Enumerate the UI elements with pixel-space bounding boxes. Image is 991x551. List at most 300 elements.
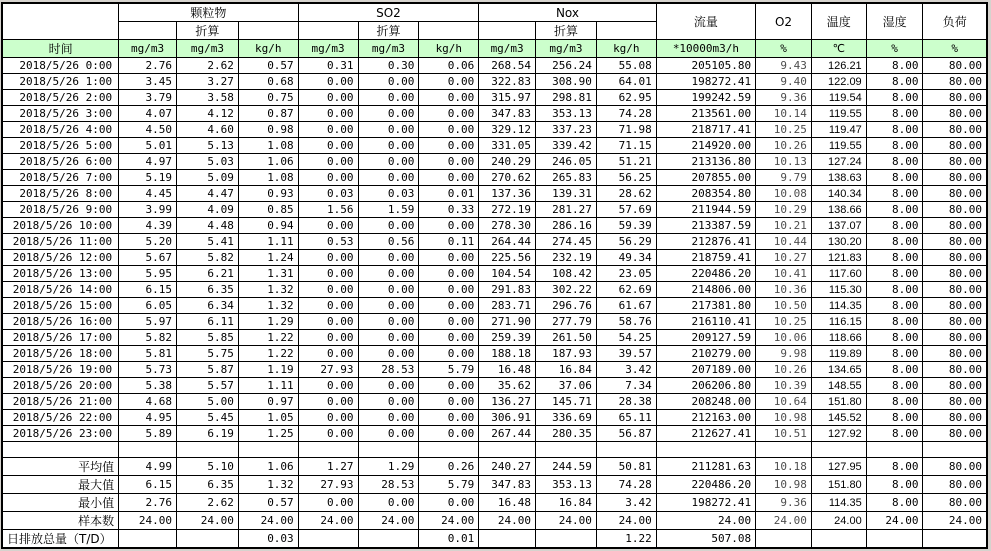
nox-mgm3-cell: 272.19 [479,202,536,218]
nox-rate-unit: kg/h [596,40,656,58]
pm-mgm3-cell: 5.95 [119,266,177,282]
pm-converted-cell: 6.34 [176,298,238,314]
so2-kgh-summary-cell: 24.00 [419,512,479,530]
pm-kgh-cell: 1.32 [238,282,298,298]
humidity-unit: % [866,40,923,58]
o2-cell: 10.13 [756,154,812,170]
so2-kgh-summary-cell: 0.01 [419,530,479,549]
nox-mgm3-cell: 240.29 [479,154,536,170]
load-summary-cell: 24.00 [923,512,987,530]
temperature-cell: 134.65 [811,362,866,378]
o2-cell: 10.25 [756,122,812,138]
so2-kgh-cell: 0.00 [419,314,479,330]
pm-mgm3-summary-cell: 4.99 [119,458,177,476]
nox-mgm3-cell: 225.56 [479,250,536,266]
so2-mgm3-cell: 0.00 [298,330,358,346]
flow-cell: 212627.41 [656,426,755,442]
pm-mgm3-cell: 5.89 [119,426,177,442]
time-cell: 2018/5/26 16:00 [2,314,119,330]
load-cell: 80.00 [923,202,987,218]
time-cell: 2018/5/26 8:00 [2,186,119,202]
time-cell: 2018/5/26 14:00 [2,282,119,298]
flow-cell: 208354.80 [656,186,755,202]
pm-kgh-cell: 1.25 [238,426,298,442]
load-cell: 80.00 [923,266,987,282]
spacer-cell [298,442,358,458]
pm-mgm3-cell: 3.45 [119,74,177,90]
o2-summary-cell: 10.18 [756,458,812,476]
nox-converted-cell: 336.69 [536,410,597,426]
time-cell: 2018/5/26 7:00 [2,170,119,186]
spacer-row [2,442,987,458]
so2-converted-cell: 0.00 [358,266,419,282]
flow-summary-cell: 220486.20 [656,476,755,494]
load-cell: 80.00 [923,186,987,202]
so2-converted-cell: 0.00 [358,330,419,346]
so2-mgm3-cell: 0.00 [298,170,358,186]
nox-mgm3-cell: 188.18 [479,346,536,362]
o2-cell: 10.26 [756,362,812,378]
nox-kgh-cell: 57.69 [596,202,656,218]
so2-kgh-cell: 0.00 [419,282,479,298]
load-summary-cell: 80.00 [923,494,987,512]
flow-cell: 213136.80 [656,154,755,170]
so2-kgh-cell: 0.00 [419,170,479,186]
pm-mgm3-cell: 4.39 [119,218,177,234]
nox-mgm3-cell: 331.05 [479,138,536,154]
humidity-summary-cell: 24.00 [866,512,923,530]
nox-kgh-cell: 3.42 [596,362,656,378]
time-cell: 2018/5/26 10:00 [2,218,119,234]
time-cell: 2018/5/26 13:00 [2,266,119,282]
nox-kgh-cell: 56.29 [596,234,656,250]
pm-mgm3-cell: 5.67 [119,250,177,266]
load-cell: 80.00 [923,90,987,106]
so2-mgm3-cell: 0.00 [298,378,358,394]
so2-converted-summary-cell: 1.29 [358,458,419,476]
time-cell: 2018/5/26 11:00 [2,234,119,250]
flow-header: 流量 [656,3,755,40]
summary-row [2,458,987,476]
table-row [2,314,987,330]
pm-mgm3-cell: 5.97 [119,314,177,330]
nox-kgh-cell: 74.28 [596,106,656,122]
humidity-cell: 8.00 [866,314,923,330]
temperature-cell: 114.35 [811,298,866,314]
so2-converted-cell: 0.00 [358,138,419,154]
nox-converted-summary-cell: 24.00 [536,512,597,530]
load-summary-cell: 80.00 [923,458,987,476]
so2-kgh-cell: 0.33 [419,202,479,218]
so2-kgh-cell: 0.00 [419,330,479,346]
pm-converted-cell: 2.62 [176,58,238,74]
pm-kgh-cell: 0.93 [238,186,298,202]
so2-mgm3-cell: 0.00 [298,314,358,330]
so2-mgm3-cell: 0.00 [298,122,358,138]
humidity-cell: 8.00 [866,58,923,74]
so2-mgm3-summary-cell: 1.27 [298,458,358,476]
o2-cell: 9.43 [756,58,812,74]
load-cell: 80.00 [923,362,987,378]
humidity-header: 湿度 [866,3,923,40]
humidity-cell: 8.00 [866,122,923,138]
so2-mgm3-cell: 0.00 [298,266,358,282]
so2-mgm3-cell: 27.93 [298,362,358,378]
load-cell: 80.00 [923,154,987,170]
pm-converted-cell: 5.75 [176,346,238,362]
so2-converted-header: 折算 [358,22,419,40]
table-row [2,234,987,250]
pm-kgh-summary-cell: 0.03 [238,530,298,549]
pm-sub-spacer-right [238,22,298,40]
nox-converted-summary-cell: 16.84 [536,494,597,512]
table-row [2,362,987,378]
pm-mgm3-cell: 5.73 [119,362,177,378]
pm-mgm3-cell: 4.07 [119,106,177,122]
so2-sub-spacer-right [419,22,479,40]
nox-converted-cell: 187.93 [536,346,597,362]
temperature-cell: 148.55 [811,378,866,394]
load-cell: 80.00 [923,74,987,90]
flow-cell: 198272.41 [656,74,755,90]
nox-converted-summary-cell: 244.59 [536,458,597,476]
nox-kgh-summary-cell: 3.42 [596,494,656,512]
time-cell: 2018/5/26 4:00 [2,122,119,138]
humidity-cell: 8.00 [866,266,923,282]
nox-mgm3-summary-cell [479,530,536,549]
nox-unit: mg/m3 [479,40,536,58]
pm-mgm3-cell: 4.97 [119,154,177,170]
so2-kgh-cell: 0.00 [419,346,479,362]
so2-kgh-summary-cell: 0.26 [419,458,479,476]
nox-mgm3-cell: 322.83 [479,74,536,90]
o2-cell: 10.25 [756,314,812,330]
time-cell: 2018/5/26 21:00 [2,394,119,410]
so2-kgh-cell: 0.00 [419,90,479,106]
nox-kgh-summary-cell: 50.81 [596,458,656,476]
humidity-cell: 8.00 [866,298,923,314]
spacer-cell [2,442,119,458]
temperature-summary-cell: 151.80 [811,476,866,494]
temperature-cell: 138.66 [811,202,866,218]
nox-converted-cell: 281.27 [536,202,597,218]
pm-converted-cell: 4.47 [176,186,238,202]
pm-converted-cell: 6.21 [176,266,238,282]
humidity-summary-cell: 8.00 [866,476,923,494]
flow-cell: 220486.20 [656,266,755,282]
o2-cell: 10.98 [756,410,812,426]
so2-unit: mg/m3 [298,40,358,58]
pm-mgm3-cell: 4.68 [119,394,177,410]
time-cell: 2018/5/26 17:00 [2,330,119,346]
pm-converted-summary-cell: 2.62 [176,494,238,512]
o2-cell: 10.44 [756,234,812,250]
summary-rows [2,458,987,549]
o2-unit: % [756,40,812,58]
nox-converted-cell: 308.90 [536,74,597,90]
nox-mgm3-cell: 270.62 [479,170,536,186]
nox-kgh-summary-cell: 24.00 [596,512,656,530]
nox-kgh-cell: 49.34 [596,250,656,266]
nox-kgh-cell: 58.76 [596,314,656,330]
temperature-cell: 115.30 [811,282,866,298]
table-row [2,298,987,314]
temperature-summary-cell [811,530,866,549]
humidity-cell: 8.00 [866,346,923,362]
time-cell: 2018/5/26 12:00 [2,250,119,266]
flow-cell: 208248.00 [656,394,755,410]
nox-kgh-cell: 61.67 [596,298,656,314]
nox-kgh-cell: 62.69 [596,282,656,298]
nox-converted-cell: 353.13 [536,106,597,122]
time-cell: 2018/5/26 19:00 [2,362,119,378]
nox-kgh-cell: 65.11 [596,410,656,426]
so2-converted-cell: 0.00 [358,170,419,186]
temperature-cell: 121.83 [811,250,866,266]
nox-converted-cell: 108.42 [536,266,597,282]
so2-converted-summary-cell: 0.00 [358,494,419,512]
spacer-cell [756,442,812,458]
spacer-cell [479,442,536,458]
so2-converted-summary-cell: 28.53 [358,476,419,494]
load-cell: 80.00 [923,250,987,266]
temperature-cell: 127.92 [811,426,866,442]
nox-kgh-cell: 71.98 [596,122,656,138]
humidity-cell: 8.00 [866,186,923,202]
nox-kgh-cell: 51.21 [596,154,656,170]
o2-cell: 9.98 [756,346,812,362]
so2-kgh-cell: 0.11 [419,234,479,250]
nox-kgh-cell: 56.25 [596,170,656,186]
pm-mgm3-cell: 5.19 [119,170,177,186]
pm-converted-summary-cell: 24.00 [176,512,238,530]
humidity-cell: 8.00 [866,154,923,170]
time-cell: 2018/5/26 22:00 [2,410,119,426]
flow-cell: 206206.80 [656,378,755,394]
so2-mgm3-cell: 0.00 [298,250,358,266]
pm-kgh-cell: 1.22 [238,346,298,362]
table-row [2,138,987,154]
humidity-cell: 8.00 [866,90,923,106]
pm-kgh-cell: 1.08 [238,170,298,186]
pm-kgh-cell: 0.94 [238,218,298,234]
time-header-spacer [2,3,119,40]
flow-cell: 211944.59 [656,202,755,218]
summary-label: 最大值 [2,476,119,494]
o2-cell: 10.21 [756,218,812,234]
temperature-cell: 119.55 [811,106,866,122]
humidity-cell: 8.00 [866,362,923,378]
so2-converted-cell: 0.00 [358,154,419,170]
spacer-cell [238,442,298,458]
table-row [2,218,987,234]
o2-cell: 10.14 [756,106,812,122]
load-cell: 80.00 [923,138,987,154]
so2-converted-cell: 0.56 [358,234,419,250]
spacer-cell [923,442,987,458]
humidity-cell: 8.00 [866,106,923,122]
temperature-cell: 119.55 [811,138,866,154]
flow-cell: 205105.80 [656,58,755,74]
flow-cell: 214806.00 [656,282,755,298]
table-row [2,346,987,362]
nox-kgh-cell: 23.05 [596,266,656,282]
so2-kgh-cell: 0.00 [419,394,479,410]
so2-mgm3-cell: 0.31 [298,58,358,74]
table-row [2,282,987,298]
table-row [2,202,987,218]
nox-converted-cell: 139.31 [536,186,597,202]
table-row [2,394,987,410]
flow-cell: 199242.59 [656,90,755,106]
pm-converted-cell: 5.45 [176,410,238,426]
flow-cell: 213561.00 [656,106,755,122]
load-cell: 80.00 [923,410,987,426]
so2-kgh-summary-cell: 5.79 [419,476,479,494]
load-cell: 80.00 [923,282,987,298]
so2-kgh-cell: 0.00 [419,378,479,394]
pm-mgm3-cell: 6.15 [119,282,177,298]
pm-kgh-cell: 1.32 [238,298,298,314]
o2-cell: 9.36 [756,90,812,106]
load-unit: % [923,40,987,58]
humidity-cell: 8.00 [866,138,923,154]
pm-converted-cell: 5.09 [176,170,238,186]
o2-header: O2 [756,3,812,40]
temperature-cell: 140.34 [811,186,866,202]
nox-mgm3-cell: 35.62 [479,378,536,394]
table-row [2,426,987,442]
time-cell: 2018/5/26 3:00 [2,106,119,122]
pm-converted-cell: 3.58 [176,90,238,106]
flow-cell: 207189.00 [656,362,755,378]
pm-kgh-cell: 0.98 [238,122,298,138]
so2-mgm3-cell: 0.00 [298,426,358,442]
nox-mgm3-cell: 137.36 [479,186,536,202]
temperature-cell: 137.07 [811,218,866,234]
nox-mgm3-cell: 268.54 [479,58,536,74]
o2-cell: 10.36 [756,282,812,298]
spacer-cell [866,442,923,458]
summary-row [2,530,987,549]
so2-converted-cell: 0.00 [358,218,419,234]
nox-kgh-summary-cell: 74.28 [596,476,656,494]
flow-summary-cell: 198272.41 [656,494,755,512]
header-units-row [2,40,987,58]
o2-summary-cell: 9.36 [756,494,812,512]
so2-mgm3-cell: 0.00 [298,106,358,122]
table-row [2,122,987,138]
temperature-cell: 130.20 [811,234,866,250]
so2-converted-cell: 0.30 [358,58,419,74]
so2-mgm3-summary-cell: 0.00 [298,494,358,512]
pm-mgm3-cell: 2.76 [119,58,177,74]
spacer-cell [656,442,755,458]
nox-mgm3-cell: 264.44 [479,234,536,250]
nox-kgh-cell: 62.95 [596,90,656,106]
o2-summary-cell [756,530,812,549]
load-cell: 80.00 [923,58,987,74]
pm-rate-unit: kg/h [238,40,298,58]
table-row [2,154,987,170]
table-row [2,170,987,186]
humidity-summary-cell: 8.00 [866,458,923,476]
o2-cell: 10.51 [756,426,812,442]
temperature-cell: 138.63 [811,170,866,186]
flow-cell: 218759.41 [656,250,755,266]
summary-row [2,512,987,530]
load-cell: 80.00 [923,426,987,442]
flow-summary-cell: 211281.63 [656,458,755,476]
so2-converted-summary-cell [358,530,419,549]
nox-mgm3-cell: 347.83 [479,106,536,122]
time-cell: 2018/5/26 2:00 [2,90,119,106]
nox-converted-cell: 16.84 [536,362,597,378]
so2-group-header: SO2 [298,3,479,22]
so2-converted-cell: 0.00 [358,122,419,138]
pm-kgh-summary-cell: 1.06 [238,458,298,476]
nox-kgh-cell: 39.57 [596,346,656,362]
load-cell: 80.00 [923,394,987,410]
temperature-cell: 122.09 [811,74,866,90]
pm-converted-cell: 5.41 [176,234,238,250]
nox-mgm3-cell: 271.90 [479,314,536,330]
pm-group-header: 颗粒物 [119,3,299,22]
so2-converted-cell: 0.00 [358,90,419,106]
pm-converted-cell: 5.00 [176,394,238,410]
pm-kgh-summary-cell: 1.32 [238,476,298,494]
temperature-header: 温度 [811,3,866,40]
temperature-cell: 127.24 [811,154,866,170]
table-row [2,330,987,346]
nox-kgh-cell: 7.34 [596,378,656,394]
time-column-header: 时间 [2,40,119,58]
table-row [2,106,987,122]
table-row [2,90,987,106]
so2-mgm3-cell: 0.00 [298,218,358,234]
flow-cell: 207855.00 [656,170,755,186]
so2-kgh-cell: 0.00 [419,250,479,266]
so2-kgh-cell: 0.00 [419,410,479,426]
pm-kgh-cell: 1.06 [238,154,298,170]
nox-kgh-cell: 28.62 [596,186,656,202]
spacer-cell [596,442,656,458]
nox-converted-cell: 337.23 [536,122,597,138]
nox-converted-cell: 296.76 [536,298,597,314]
humidity-cell: 8.00 [866,234,923,250]
humidity-cell: 8.00 [866,330,923,346]
so2-sub-spacer-left [298,22,358,40]
pm-kgh-cell: 1.19 [238,362,298,378]
spacer-cell [358,442,419,458]
so2-converted-summary-cell: 24.00 [358,512,419,530]
pm-mgm3-cell: 5.38 [119,378,177,394]
nox-converted-cell: 277.79 [536,314,597,330]
time-cell: 2018/5/26 18:00 [2,346,119,362]
nox-converted-cell: 246.05 [536,154,597,170]
so2-converted-cell: 0.00 [358,378,419,394]
flow-cell: 212163.00 [656,410,755,426]
nox-mgm3-cell: 291.83 [479,282,536,298]
time-cell: 2018/5/26 23:00 [2,426,119,442]
time-cell: 2018/5/26 1:00 [2,74,119,90]
humidity-cell: 8.00 [866,426,923,442]
pm-converted-summary-cell: 6.35 [176,476,238,494]
temperature-cell: 145.52 [811,410,866,426]
time-cell: 2018/5/26 15:00 [2,298,119,314]
table-row [2,266,987,282]
temperature-cell: 116.15 [811,314,866,330]
